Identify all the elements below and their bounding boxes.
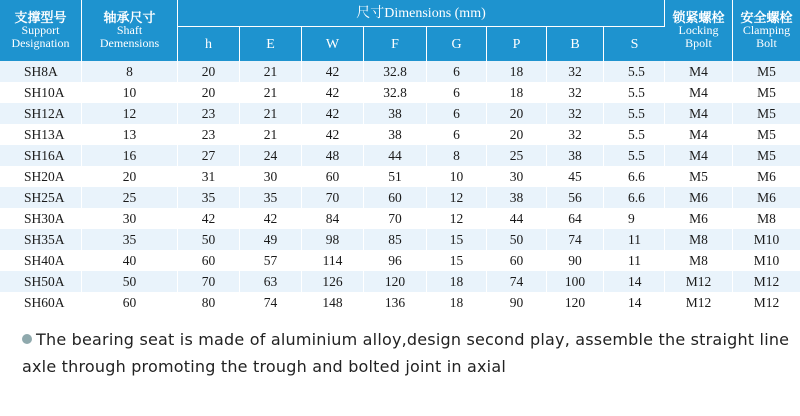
cell-clamping-bolt: M10 [733, 229, 800, 250]
cell-p: 44 [487, 208, 547, 229]
cell-b: 32 [547, 124, 604, 145]
cell-w: 84 [302, 208, 364, 229]
cell-p: 90 [487, 292, 547, 313]
cell-s: 14 [604, 292, 665, 313]
cell-s: 5.5 [604, 145, 665, 166]
cell-model: SH40A [0, 250, 82, 271]
table-row [0, 208, 800, 229]
cell-f: 32.8 [364, 61, 427, 82]
table-row [0, 103, 800, 124]
cell-g: 6 [427, 124, 487, 145]
cell-locking-bolt: M4 [665, 124, 733, 145]
cell-g: 12 [427, 187, 487, 208]
cell-shaft: 20 [82, 166, 178, 187]
cell-locking-bolt: M6 [665, 187, 733, 208]
table-row [0, 250, 800, 271]
cell-h: 50 [178, 229, 240, 250]
cell-h: 70 [178, 271, 240, 292]
cell-f: 38 [364, 103, 427, 124]
cell-g: 6 [427, 61, 487, 82]
cell-p: 25 [487, 145, 547, 166]
cell-shaft: 12 [82, 103, 178, 124]
cell-locking-bolt: M5 [665, 166, 733, 187]
cell-e: 30 [240, 166, 302, 187]
cell-clamping-bolt: M12 [733, 292, 800, 313]
table-header [0, 0, 800, 61]
cell-p: 20 [487, 103, 547, 124]
cell-h: 80 [178, 292, 240, 313]
header-dim-e: E [240, 27, 302, 61]
cell-model: SH12A [0, 103, 82, 124]
table-row [0, 271, 800, 292]
cell-h: 20 [178, 82, 240, 103]
header-locking [665, 0, 733, 61]
cell-p: 18 [487, 82, 547, 103]
cell-f: 60 [364, 187, 427, 208]
cell-s: 11 [604, 229, 665, 250]
cell-h: 23 [178, 103, 240, 124]
cell-locking-bolt: M6 [665, 208, 733, 229]
header-dim-b: B [547, 27, 604, 61]
table-row [0, 145, 800, 166]
cell-p: 38 [487, 187, 547, 208]
cell-w: 42 [302, 61, 364, 82]
cell-locking-bolt: M4 [665, 103, 733, 124]
cell-clamping-bolt: M6 [733, 187, 800, 208]
cell-h: 35 [178, 187, 240, 208]
cell-s: 14 [604, 271, 665, 292]
cell-shaft: 10 [82, 82, 178, 103]
header-shaft [82, 0, 178, 61]
cell-locking-bolt: M8 [665, 250, 733, 271]
cell-b: 38 [547, 145, 604, 166]
header-dimensions-group: 尺寸Dimensions (mm) [178, 0, 665, 27]
cell-clamping-bolt: M5 [733, 124, 800, 145]
cell-g: 6 [427, 82, 487, 103]
cell-h: 31 [178, 166, 240, 187]
cell-clamping-bolt: M8 [733, 208, 800, 229]
header-locking-en1: Locking [678, 23, 719, 37]
cell-b: 64 [547, 208, 604, 229]
table-row [0, 82, 800, 103]
header-dim-h: h [178, 27, 240, 61]
cell-f: 38 [364, 124, 427, 145]
cell-e: 21 [240, 124, 302, 145]
cell-s: 5.5 [604, 61, 665, 82]
cell-clamping-bolt: M5 [733, 145, 800, 166]
cell-p: 74 [487, 271, 547, 292]
cell-g: 8 [427, 145, 487, 166]
cell-h: 27 [178, 145, 240, 166]
cell-locking-bolt: M8 [665, 229, 733, 250]
cell-b: 32 [547, 82, 604, 103]
cell-s: 9 [604, 208, 665, 229]
cell-shaft: 16 [82, 145, 178, 166]
cell-p: 60 [487, 250, 547, 271]
header-locking-en2: Bpolt [685, 36, 712, 50]
table-row [0, 187, 800, 208]
header-model-en2: Designation [11, 36, 70, 50]
cell-h: 42 [178, 208, 240, 229]
cell-s: 6.6 [604, 187, 665, 208]
header-dim-s: S [604, 27, 665, 61]
cell-model: SH20A [0, 166, 82, 187]
cell-e: 57 [240, 250, 302, 271]
table-row [0, 292, 800, 313]
header-shaft-cn: 轴承尺寸 [103, 10, 156, 25]
cell-b: 32 [547, 103, 604, 124]
cell-e: 49 [240, 229, 302, 250]
header-dim-f: F [364, 27, 427, 61]
cell-s: 5.5 [604, 103, 665, 124]
cell-shaft: 60 [82, 292, 178, 313]
header-clamping-en1: Clamping [742, 23, 791, 37]
cell-w: 42 [302, 103, 364, 124]
cell-b: 45 [547, 166, 604, 187]
cell-locking-bolt: M12 [665, 292, 733, 313]
cell-e: 24 [240, 145, 302, 166]
header-model [0, 0, 82, 61]
cell-f: 136 [364, 292, 427, 313]
cell-g: 18 [427, 292, 487, 313]
cell-g: 15 [427, 250, 487, 271]
cell-g: 12 [427, 208, 487, 229]
cell-locking-bolt: M4 [665, 82, 733, 103]
header-shaft-en1: Shaft [116, 23, 143, 37]
cell-shaft: 25 [82, 187, 178, 208]
cell-e: 74 [240, 292, 302, 313]
header-clamping [733, 0, 800, 61]
cell-s: 11 [604, 250, 665, 271]
cell-e: 35 [240, 187, 302, 208]
table-row [0, 61, 800, 82]
header-model-cn: 支撑型号 [14, 10, 67, 25]
cell-g: 6 [427, 103, 487, 124]
circle-bullet-icon [22, 334, 32, 344]
cell-s: 6.6 [604, 166, 665, 187]
cell-clamping-bolt: M6 [733, 166, 800, 187]
cell-model: SH50A [0, 271, 82, 292]
cell-p: 20 [487, 124, 547, 145]
cell-e: 21 [240, 82, 302, 103]
cell-shaft: 35 [82, 229, 178, 250]
cell-h: 60 [178, 250, 240, 271]
header-locking-cn: 锁紧螺栓 [672, 10, 725, 25]
header-model-en1: Support [21, 23, 60, 37]
header-dim-w: W [302, 27, 364, 61]
cell-w: 48 [302, 145, 364, 166]
header-clamping-cn: 安全螺栓 [740, 10, 793, 25]
cell-clamping-bolt: M10 [733, 250, 800, 271]
table-row [0, 166, 800, 187]
cell-model: SH60A [0, 292, 82, 313]
cell-b: 74 [547, 229, 604, 250]
cell-shaft: 8 [82, 61, 178, 82]
cell-f: 85 [364, 229, 427, 250]
cell-b: 120 [547, 292, 604, 313]
cell-w: 126 [302, 271, 364, 292]
header-shaft-en2: Demensions [99, 36, 160, 50]
cell-e: 21 [240, 103, 302, 124]
cell-locking-bolt: M4 [665, 145, 733, 166]
cell-h: 20 [178, 61, 240, 82]
cell-locking-bolt: M4 [665, 61, 733, 82]
cell-clamping-bolt: M12 [733, 271, 800, 292]
cell-w: 42 [302, 82, 364, 103]
cell-g: 10 [427, 166, 487, 187]
cell-model: SH8A [0, 61, 82, 82]
description-note [22, 326, 792, 380]
cell-s: 5.5 [604, 82, 665, 103]
cell-model: SH13A [0, 124, 82, 145]
cell-b: 100 [547, 271, 604, 292]
header-dim-p: P [487, 27, 547, 61]
cell-clamping-bolt: M5 [733, 103, 800, 124]
cell-shaft: 50 [82, 271, 178, 292]
cell-p: 50 [487, 229, 547, 250]
header-dim-g: G [427, 27, 487, 61]
table-row [0, 229, 800, 250]
cell-w: 60 [302, 166, 364, 187]
cell-s: 5.5 [604, 124, 665, 145]
cell-shaft: 30 [82, 208, 178, 229]
cell-clamping-bolt: M5 [733, 61, 800, 82]
cell-model: SH10A [0, 82, 82, 103]
header-clamping-en2: Bolt [756, 36, 777, 50]
cell-f: 44 [364, 145, 427, 166]
cell-f: 120 [364, 271, 427, 292]
cell-model: SH35A [0, 229, 82, 250]
cell-shaft: 40 [82, 250, 178, 271]
cell-w: 114 [302, 250, 364, 271]
cell-h: 23 [178, 124, 240, 145]
cell-e: 63 [240, 271, 302, 292]
cell-f: 32.8 [364, 82, 427, 103]
cell-e: 42 [240, 208, 302, 229]
cell-f: 51 [364, 166, 427, 187]
cell-g: 15 [427, 229, 487, 250]
cell-b: 90 [547, 250, 604, 271]
cell-shaft: 13 [82, 124, 178, 145]
cell-b: 56 [547, 187, 604, 208]
cell-e: 21 [240, 61, 302, 82]
cell-p: 30 [487, 166, 547, 187]
cell-clamping-bolt: M5 [733, 82, 800, 103]
table-body [0, 61, 800, 313]
cell-model: SH25A [0, 187, 82, 208]
cell-w: 148 [302, 292, 364, 313]
cell-f: 96 [364, 250, 427, 271]
table-row [0, 124, 800, 145]
cell-w: 42 [302, 124, 364, 145]
cell-g: 18 [427, 271, 487, 292]
cell-f: 70 [364, 208, 427, 229]
cell-locking-bolt: M12 [665, 271, 733, 292]
description-text: The bearing seat is made of aluminium alloy,design second play, assemble the straight line axle through promoting the trough and bolted joint in axial [22, 330, 790, 376]
cell-p: 18 [487, 61, 547, 82]
cell-model: SH16A [0, 145, 82, 166]
cell-w: 98 [302, 229, 364, 250]
cell-model: SH30A [0, 208, 82, 229]
cell-b: 32 [547, 61, 604, 82]
cell-w: 70 [302, 187, 364, 208]
